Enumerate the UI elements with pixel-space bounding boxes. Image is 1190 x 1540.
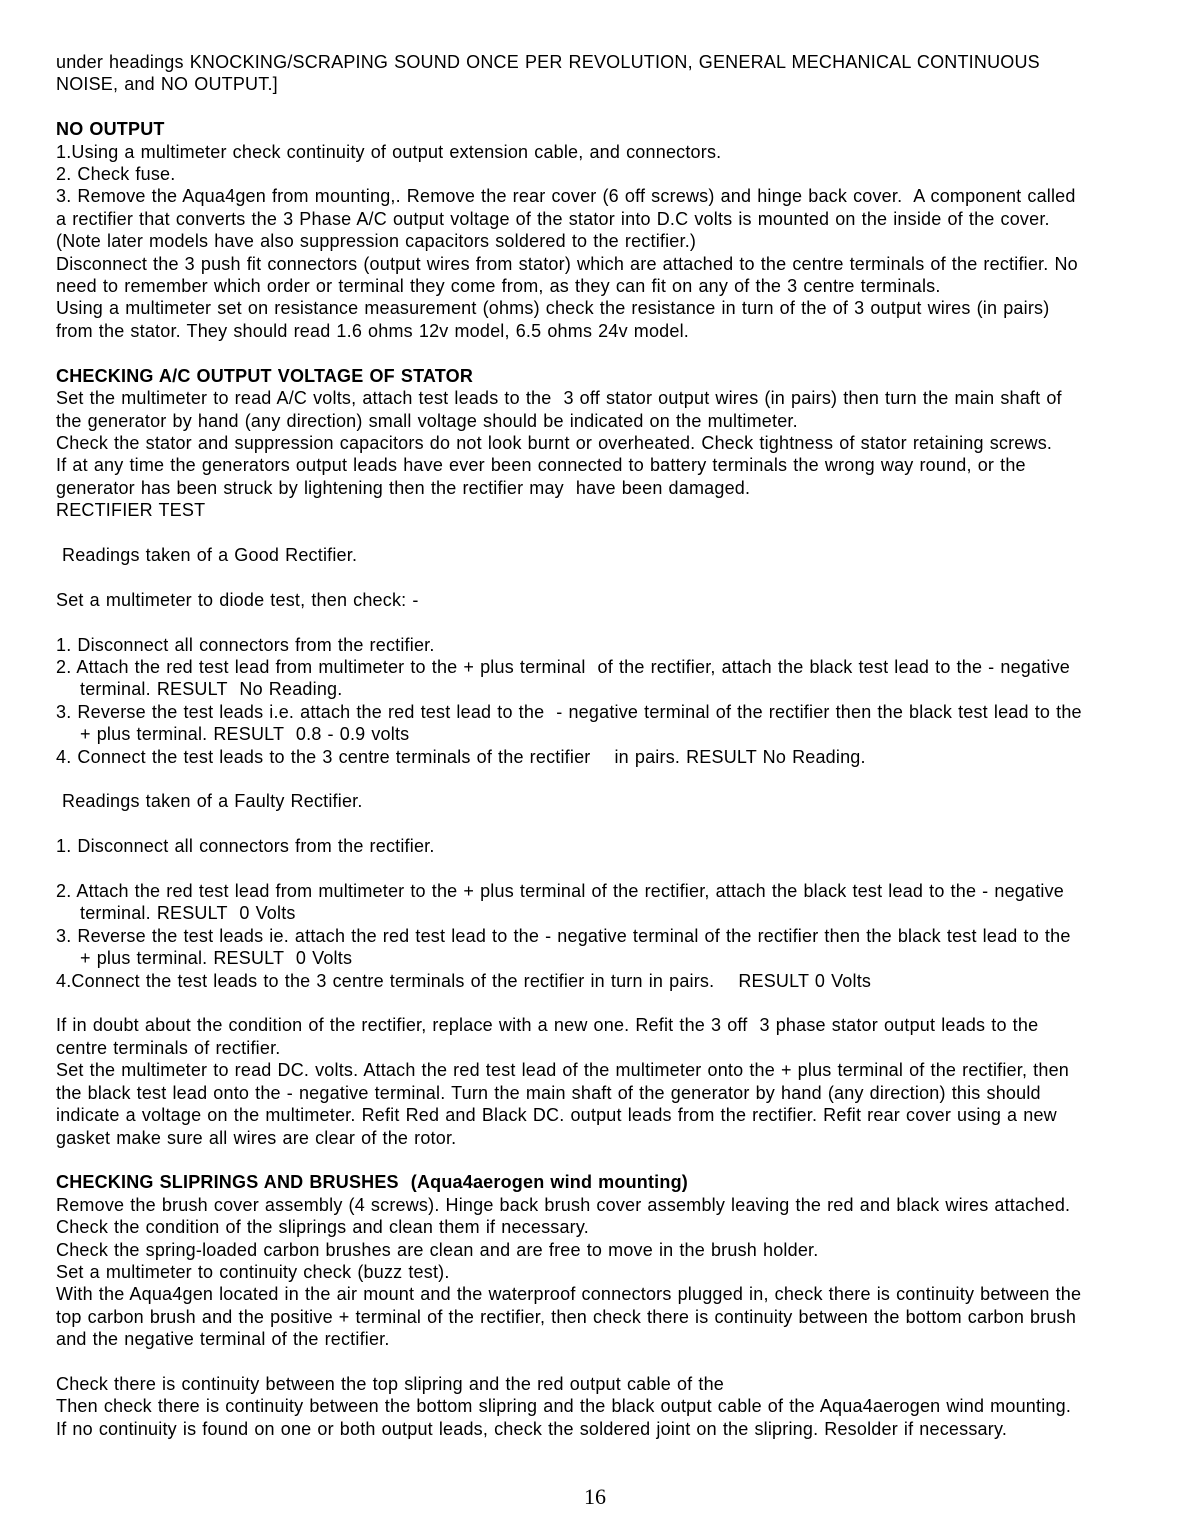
text-line: RECTIFIER TEST: [56, 500, 206, 521]
text-line: Disconnect the 3 push fit connectors (output wires from stator) which are attached to the centre terminals of the rectifier. No: [56, 253, 1078, 274]
section-heading: NO OUTPUT: [56, 119, 165, 140]
text-line: indicate a voltage on the multimeter. Refit Red and Black DC. output leads from the rectifier. Refit rear cover using a new: [56, 1105, 1057, 1126]
text-line: Set a multimeter to diode test, then check: -: [56, 589, 419, 610]
blank-line: [56, 1149, 1166, 1171]
text-line: Readings taken of a Good Rectifier.: [56, 544, 358, 565]
text-line: + plus terminal. RESULT 0 Volts: [56, 948, 353, 969]
section-heading: CHECKING SLIPRINGS AND BRUSHES (Aqua4aerogen wind mounting): [56, 1172, 688, 1193]
blank-line: [56, 768, 1166, 790]
page-number-label: 16: [584, 1484, 606, 1509]
text-line: Check there is continuity between the top slipring and the red output cable of the: [56, 1373, 725, 1394]
text-line: 2. Attach the red test lead from multimeter to the + plus terminal of the rectifier, attach the black test lead to the - negative: [56, 881, 1065, 902]
text-line: the generator by hand (any direction) small voltage should be indicated on the multimeter.: [56, 410, 798, 431]
text-line: Readings taken of a Faulty Rectifier.: [56, 791, 363, 812]
text-line: generator has been struck by lightening then the rectifier may have been damaged.: [56, 477, 751, 498]
blank-line: [56, 522, 1166, 544]
text-line: If no continuity is found on one or both output leads, check the soldered joint on the slipring. Resolder if necessary.: [56, 1418, 1008, 1439]
text-line: centre terminals of rectifier.: [56, 1037, 281, 1058]
text-line: 4.Connect the test leads to the 3 centre terminals of the rectifier in turn in pairs. RESULT 0 Volts: [56, 970, 872, 991]
text-line: NOISE, and NO OUTPUT.]: [56, 74, 278, 95]
text-line: If in doubt about the condition of the rectifier, replace with a new one. Refit the 3 off 3 phase stator output leads to the: [56, 1015, 1039, 1036]
text-line: 2. Check fuse.: [56, 164, 176, 185]
text-line: and the negative terminal of the rectifier.: [56, 1329, 390, 1350]
blank-line: [56, 813, 1166, 835]
text-line: Remove the brush cover assembly (4 screws). Hinge back brush cover assembly leaving the red and black wires attached.: [56, 1194, 1071, 1215]
document-body: [56, 51, 1166, 1440]
blank-line: [56, 342, 1166, 364]
text-line: under headings KNOCKING/SCRAPING SOUND ONCE PER REVOLUTION, GENERAL MECHANICAL CONTINUOUS: [56, 52, 1040, 72]
text-line: 1. Disconnect all connectors from the rectifier.: [56, 836, 435, 857]
text-line: the black test lead onto the - negative terminal. Turn the main shaft of the generator by hand (any direction) this should: [56, 1082, 1041, 1103]
text-line: 3. Reverse the test leads ie. attach the red test lead to the - negative terminal of the rectifier then the black test lead to the: [56, 925, 1071, 946]
text-line: Set the multimeter to read DC. volts. Attach the red test lead of the multimeter onto the + plus terminal of the rectifier, then: [56, 1060, 1069, 1081]
text-line: from the stator. They should read 1.6 ohms 12v model, 6.5 ohms 24v model.: [56, 320, 689, 341]
text-line: 3. Remove the Aqua4gen from mounting,. Remove the rear cover (6 off screws) and hinge back cover. A component called: [56, 186, 1076, 207]
text-line: 1. Disconnect all connectors from the rectifier.: [56, 634, 435, 655]
text-line: Set a multimeter to continuity check (buzz test).: [56, 1261, 450, 1282]
text-line: Check the stator and suppression capacitors do not look burnt or overheated. Check tightness of stator retaining screws.: [56, 432, 1053, 453]
blank-line: [56, 992, 1166, 1014]
text-line: terminal. RESULT 0 Volts: [56, 903, 296, 924]
text-line: 1.Using a multimeter check continuity of output extension cable, and connectors.: [56, 141, 722, 162]
text-line: top carbon brush and the positive + terminal of the rectifier, then check there is continuity between the bottom carbon brush: [56, 1306, 1077, 1327]
section-heading: CHECKING A/C OUTPUT VOLTAGE OF STATOR: [56, 365, 474, 386]
text-line: Using a multimeter set on resistance measurement (ohms) check the resistance in turn of the of 3 output wires (in pairs): [56, 298, 1050, 319]
text-line: Check the spring-loaded carbon brushes are clean and are free to move in the brush holder.: [56, 1239, 819, 1260]
text-line: + plus terminal. RESULT 0.8 - 0.9 volts: [56, 724, 410, 745]
blank-line: [56, 566, 1166, 588]
blank-line: [56, 1351, 1166, 1373]
text-line: gasket make sure all wires are clear of the rotor.: [56, 1127, 457, 1148]
text-line: a rectifier that converts the 3 Phase A/C output voltage of the stator into D.C volts is mounted on the inside of the cover.: [56, 208, 1050, 229]
text-line: Then check there is continuity between the bottom slipring and the black output cable of the Aqua4aerogen wind mounting.: [56, 1396, 1072, 1417]
text-line: With the Aqua4gen located in the air mount and the waterproof connectors plugged in, check there is continuity between the: [56, 1284, 1082, 1305]
text-line: terminal. RESULT No Reading.: [56, 679, 343, 700]
text-line: need to remember which order or terminal they come from, as they can fit on any of the 3 centre terminals.: [56, 276, 941, 297]
text-line: Check the condition of the sliprings and clean them if necessary.: [56, 1217, 589, 1238]
text-line: 4. Connect the test leads to the 3 centre terminals of the rectifier in pairs. RESULT No Reading.: [56, 746, 866, 767]
blank-line: [56, 96, 1166, 118]
blank-line: [56, 858, 1166, 880]
text-line: (Note later models have also suppression capacitors soldered to the rectifier.): [56, 231, 697, 252]
text-line: Set the multimeter to read A/C volts, attach test leads to the 3 off stator output wires (in pairs) then turn the main shaft of: [56, 388, 1062, 409]
text-line: 3. Reverse the test leads i.e. attach the red test lead to the - negative terminal of the rectifier then the black test lead to the: [56, 701, 1082, 722]
blank-line: [56, 611, 1166, 633]
text-line: If at any time the generators output leads have ever been connected to battery terminals the wrong way round, or the: [56, 455, 1026, 476]
text-line: 2. Attach the red test lead from multimeter to the + plus terminal of the rectifier, attach the black test lead to the - negative: [56, 656, 1071, 677]
